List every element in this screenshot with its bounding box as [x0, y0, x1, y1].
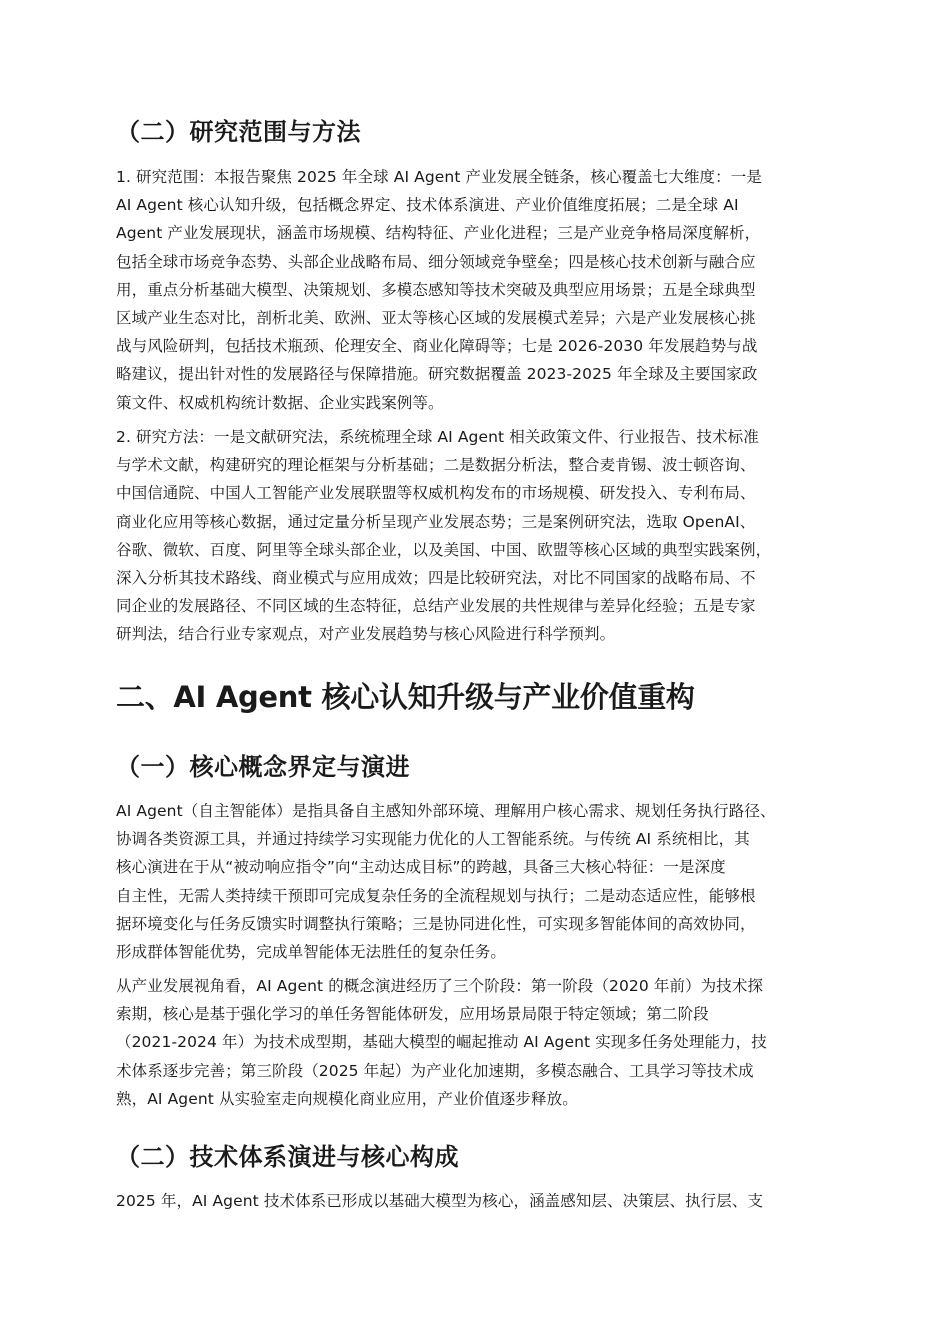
paragraph-concept-evolution	[116, 972, 844, 1113]
text-line: 2025 年，AI Agent 技术体系已形成以基础大模型为核心，涵盖感知层、决策层、执行层、支	[116, 1192, 764, 1210]
text-line: 1. 研究范围：本报告聚焦 2025 年全球 AI Agent 产业发展全链条，核心覆盖七大维度：一是	[116, 168, 762, 186]
text-line: 研判法，结合行业专家观点，对产业发展趋势与核心风险进行科学预判。	[116, 625, 616, 644]
text-line: 自主性，无需人类持续干预即可完成复杂任务的全流程规划与执行；二是动态适应性，能够根	[116, 886, 756, 905]
section-heading-concept: （一）核心概念界定与演进	[116, 753, 410, 781]
text-line: 区域产业生态对比，剖析北美、欧洲、亚太等核心区域的发展模式差异；六是产业发展核心挑	[116, 308, 756, 327]
text-line: 索期，核心是基于强化学习的单任务智能体研发，应用场景局限于特定领域；第二阶段	[116, 1005, 709, 1024]
text-line: AI Agent 核心认知升级，包括概念界定、技术体系演进、产业价值维度拓展；二是全球 AI	[116, 196, 739, 215]
text-line: 谷歌、微软、百度、阿里等全球头部企业，以及美国、中国、欧盟等核心区域的典型实践案例，	[116, 540, 772, 559]
text-line: 核心演进在于从“被动响应指令”向“主动达成目标”的跨越，具备三大核心特征：一是深度	[116, 858, 726, 877]
text-line: 略建议，提出针对性的发展路径与保障措施。研究数据覆盖 2023-2025 年全球及主要国家政	[116, 365, 758, 384]
section-heading-tech: （二）技术体系演进与核心构成	[116, 1143, 459, 1171]
paragraph-tech-system	[116, 1187, 844, 1215]
text-line: 用，重点分析基础大模型、决策规划、多模态感知等技术突破及典型应用场景；五是全球典型	[116, 280, 756, 299]
section-heading-research-scope: （二）研究范围与方法	[116, 118, 361, 146]
text-line: 商业化应用等核心数据，通过定量分析呈现产业发展态势；三是案例研究法，选取 OpenAI、	[116, 512, 756, 531]
paragraph-research-scope	[116, 163, 844, 417]
text-line: 中国信通院、中国人工智能产业发展联盟等权威机构发布的市场规模、研发投入、专利布局、	[116, 484, 756, 503]
text-line: 从产业发展视角看，AI Agent 的概念演进经历了三个阶段：第一阶段（2020 年前）为技术探	[116, 977, 764, 995]
text-line: 熟，AI Agent 从实验室走向规模化商业应用，产业价值逐步释放。	[116, 1089, 578, 1108]
text-line: （2021-2024 年）为技术成型期，基础大模型的崛起推动 AI Agent 实现多任务处理能力，技	[116, 1033, 767, 1052]
text-line: 战与风险研判，包括技术瓶颈、伦理安全、商业化障碍等；七是 2026-2030 年发展趋势与战	[116, 337, 758, 356]
text-line: 据环境变化与任务反馈实时调整执行策略；三是协同进化性，可实现多智能体间的高效协同，	[116, 914, 756, 933]
text-line: 术体系逐步完善；第三阶段（2025 年起）为产业化加速期，多模态融合、工具学习等技术成	[116, 1061, 754, 1080]
paragraph-research-methods	[116, 423, 844, 649]
text-line: 同企业的发展路径、不同区域的生态特征，总结产业发展的共性规律与差异化经验；五是专家	[116, 597, 756, 616]
text-line: 与学术文献，构建研究的理论框架与分析基础；二是数据分析法，整合麦肯锡、波士顿咨询、	[116, 456, 756, 475]
paragraph-concept-definition	[116, 797, 844, 966]
text-line: 协调各类资源工具，并通过持续学习实现能力优化的人工智能系统。与传统 AI 系统相比，其	[116, 830, 750, 849]
text-line: Agent 产业发展现状，涵盖市场规模、结构特征、产业化进程；三是产业竞争格局深度解析，	[116, 224, 761, 243]
text-line: AI Agent（自主智能体）是指具备自主感知外部环境、理解用户核心需求、规划任务执行路径、	[116, 802, 776, 820]
text-line: 2. 研究方法：一是文献研究法，系统梳理全球 AI Agent 相关政策文件、行业报告、技术标准	[116, 428, 759, 446]
text-line: 形成群体智能优势，完成单智能体无法胜任的复杂任务。	[116, 942, 507, 961]
text-line: 策文件、权威机构统计数据、企业实践案例等。	[116, 393, 444, 412]
text-line: 深入分析其技术路线、商业模式与应用成效；四是比较研究法，对比不同国家的战略布局、不	[116, 568, 756, 587]
chapter-heading: 二、AI Agent 核心认知升级与产业价值重构	[116, 680, 695, 714]
text-line: 包括全球市场竞争态势、头部企业战略布局、细分领域竞争壁垒；四是核心技术创新与融合应	[116, 252, 756, 271]
